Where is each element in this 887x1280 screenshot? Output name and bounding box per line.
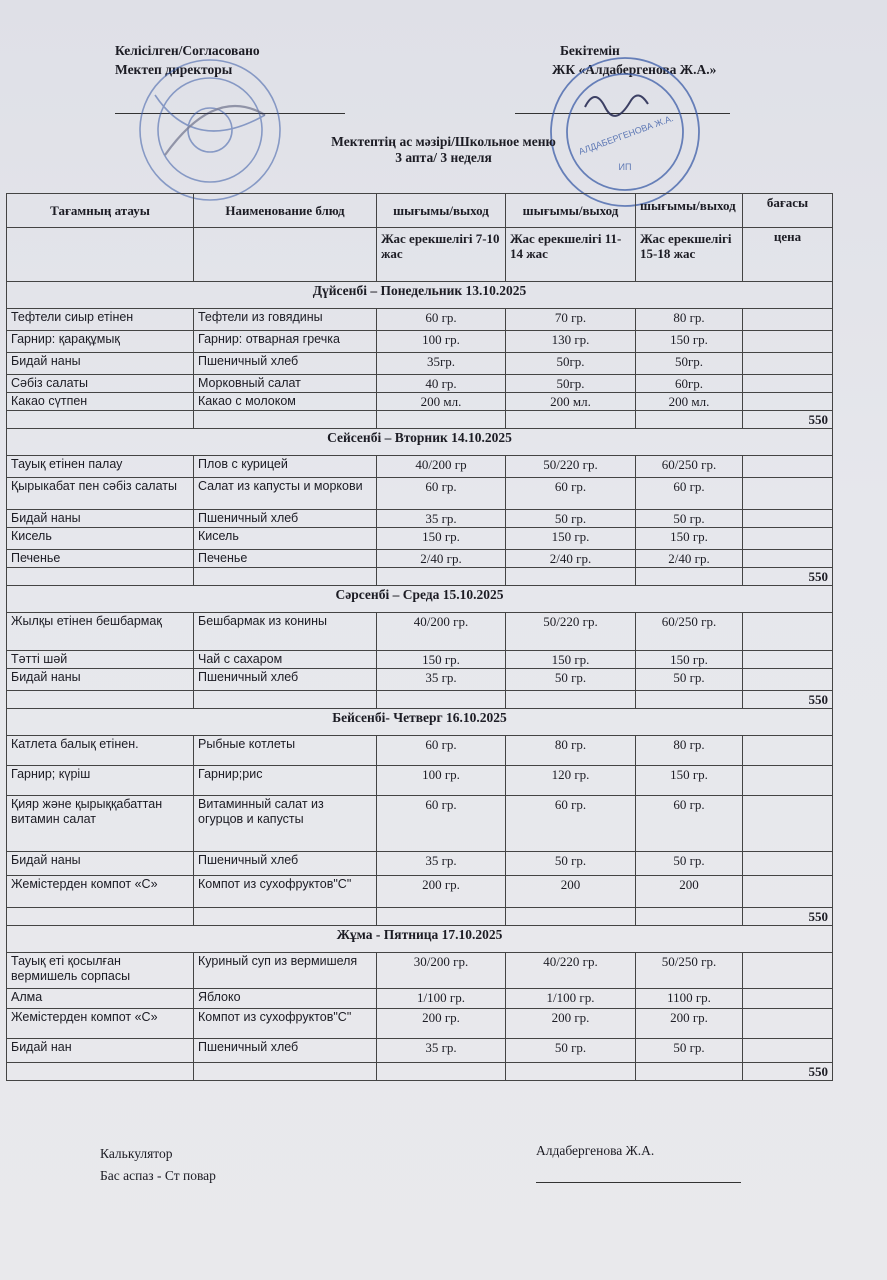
portion-11-14: 1/100 гр. xyxy=(506,989,636,1009)
portion-7-10: 60 гр. xyxy=(377,796,506,852)
footer-signature-line xyxy=(536,1182,741,1183)
total-empty-cell xyxy=(506,691,636,709)
dish-name-ru: Бешбармак из конины xyxy=(194,613,377,651)
menu-row xyxy=(7,510,833,528)
day-header-row xyxy=(7,429,833,456)
day-total-price: 550 xyxy=(743,908,833,926)
portion-15-18: 60 гр. xyxy=(636,796,743,852)
portion-7-10: 60 гр. xyxy=(377,736,506,766)
menu-row xyxy=(7,876,833,908)
portion-11-14: 200 гр. xyxy=(506,1009,636,1039)
day-total-row xyxy=(7,691,833,709)
portion-15-18: 2/40 гр. xyxy=(636,550,743,568)
total-empty-cell xyxy=(377,691,506,709)
portion-7-10: 2/40 гр. xyxy=(377,550,506,568)
menu-row xyxy=(7,613,833,651)
menu-row xyxy=(7,478,833,510)
menu-row xyxy=(7,1039,833,1063)
dish-name-kz: Кисель xyxy=(7,528,194,550)
day-total-price: 550 xyxy=(743,411,833,429)
dish-name-kz: Жемістерден компот «С» xyxy=(7,1009,194,1039)
total-empty-cell xyxy=(636,1063,743,1081)
price-cell xyxy=(743,510,833,528)
menu-row xyxy=(7,852,833,876)
price-cell xyxy=(743,393,833,411)
day-total-row xyxy=(7,411,833,429)
total-empty-cell xyxy=(377,411,506,429)
dish-name-ru: Компот из сухофруктов"С" xyxy=(194,876,377,908)
day-title: Жұма - Пятница 17.10.2025 xyxy=(7,926,833,953)
portion-7-10: 60 гр. xyxy=(377,309,506,331)
price-cell xyxy=(743,1039,833,1063)
day-header-row xyxy=(7,709,833,736)
price-cell xyxy=(743,669,833,691)
menu-row xyxy=(7,456,833,478)
portion-15-18: 150 гр. xyxy=(636,651,743,669)
stamp-ip-text: ИП xyxy=(618,162,632,172)
total-empty-cell xyxy=(377,908,506,926)
price-cell xyxy=(743,651,833,669)
portion-7-10: 60 гр. xyxy=(377,478,506,510)
column-header-output-3: шығымы/выход xyxy=(636,194,743,228)
approval-right-title: Бекітемін xyxy=(560,43,620,58)
signature-scribble xyxy=(585,95,648,115)
dish-name-kz: Тефтели сиыр етінен xyxy=(7,309,194,331)
portion-15-18: 60/250 гр. xyxy=(636,613,743,651)
dish-name-kz: Гарнир: қарақұмық xyxy=(7,331,194,353)
total-empty-cell xyxy=(636,568,743,586)
dish-name-kz: Жемістерден компот «С» xyxy=(7,876,194,908)
dish-name-ru: Рыбные котлеты xyxy=(194,736,377,766)
price-cell xyxy=(743,331,833,353)
price-cell xyxy=(743,613,833,651)
dish-name-ru: Яблоко xyxy=(194,989,377,1009)
dish-name-ru: Пшеничный хлеб xyxy=(194,510,377,528)
day-title: Бейсенбі- Четверг 16.10.2025 xyxy=(7,709,833,736)
ip-stamp-icon xyxy=(545,52,705,212)
dish-name-ru: Пшеничный хлеб xyxy=(194,1039,377,1063)
day-header-row xyxy=(7,586,833,613)
menu-row xyxy=(7,528,833,550)
dish-name-kz: Сәбіз салаты xyxy=(7,375,194,393)
table-header-row xyxy=(7,194,833,228)
portion-11-14: 2/40 гр. xyxy=(506,550,636,568)
portion-15-18: 80 гр. xyxy=(636,736,743,766)
portion-15-18: 200 гр. xyxy=(636,1009,743,1039)
day-total-row xyxy=(7,908,833,926)
portion-15-18: 200 xyxy=(636,876,743,908)
portion-15-18: 50 гр. xyxy=(636,1039,743,1063)
total-empty-cell xyxy=(194,1063,377,1081)
menu-row xyxy=(7,953,833,989)
portion-7-10: 200 мл. xyxy=(377,393,506,411)
day-total-row xyxy=(7,1063,833,1081)
price-cell xyxy=(743,478,833,510)
menu-row xyxy=(7,393,833,411)
portion-11-14: 130 гр. xyxy=(506,331,636,353)
menu-row xyxy=(7,353,833,375)
portion-15-18: 150 гр. xyxy=(636,528,743,550)
portion-15-18: 50 гр. xyxy=(636,510,743,528)
dish-name-ru: Гарнир;рис xyxy=(194,766,377,796)
column-header-output-2: шығымы/выход xyxy=(506,194,636,228)
menu-title: Мектептің ас мәзірі/Школьное меню xyxy=(331,134,556,149)
dish-name-kz: Бидай наны xyxy=(7,852,194,876)
menu-row xyxy=(7,375,833,393)
portion-11-14: 80 гр. xyxy=(506,736,636,766)
price-cell xyxy=(743,953,833,989)
portion-11-14: 150 гр. xyxy=(506,528,636,550)
menu-week: 3 апта/ 3 неделя xyxy=(395,150,492,165)
dish-name-ru: Пшеничный хлеб xyxy=(194,852,377,876)
day-total-price: 550 xyxy=(743,568,833,586)
approval-left-title: Келісілген/Согласовано xyxy=(115,43,260,58)
portion-11-14: 70 гр. xyxy=(506,309,636,331)
price-cell xyxy=(743,989,833,1009)
menu-table xyxy=(6,193,833,1081)
total-empty-cell xyxy=(636,908,743,926)
price-cell xyxy=(743,736,833,766)
portion-15-18: 60/250 гр. xyxy=(636,456,743,478)
portion-11-14: 50/220 гр. xyxy=(506,456,636,478)
menu-row xyxy=(7,651,833,669)
price-cell xyxy=(743,876,833,908)
dish-name-ru: Чай с сахаром xyxy=(194,651,377,669)
portion-11-14: 200 мл. xyxy=(506,393,636,411)
portion-7-10: 35 гр. xyxy=(377,852,506,876)
portion-11-14: 60 гр. xyxy=(506,478,636,510)
column-header-kz-name: Тағамның атауы xyxy=(7,194,194,228)
portion-7-10: 200 гр. xyxy=(377,876,506,908)
portion-7-10: 40/200 гр. xyxy=(377,613,506,651)
footer-chef-label: Бас аспаз - Ст повар xyxy=(100,1168,216,1183)
day-total-row xyxy=(7,568,833,586)
total-empty-cell xyxy=(194,568,377,586)
total-empty-cell xyxy=(7,908,194,926)
dish-name-ru: Куриный суп из вермишеля xyxy=(194,953,377,989)
dish-name-ru: Витаминный салат из огурцов и капусты xyxy=(194,796,377,852)
column-header-output-1: шығымы/выход xyxy=(377,194,506,228)
portion-7-10: 40 гр. xyxy=(377,375,506,393)
dish-name-kz: Тауық еті қосылған вермишель сорпасы xyxy=(7,953,194,989)
portion-15-18: 50гр. xyxy=(636,353,743,375)
portion-11-14: 50 гр. xyxy=(506,669,636,691)
dish-name-kz: Қырыкабат пен сәбіз салаты xyxy=(7,478,194,510)
dish-name-kz: Алма xyxy=(7,989,194,1009)
dish-name-ru: Какао с молоком xyxy=(194,393,377,411)
portion-7-10: 1/100 гр. xyxy=(377,989,506,1009)
approval-right-subtitle: ЖК «Алдабергенова Ж.А.» xyxy=(552,62,717,77)
dish-name-ru: Печенье xyxy=(194,550,377,568)
total-empty-cell xyxy=(377,568,506,586)
table-subheader-row xyxy=(7,228,833,282)
price-cell xyxy=(743,550,833,568)
portion-11-14: 120 гр. xyxy=(506,766,636,796)
total-empty-cell xyxy=(194,691,377,709)
dish-name-kz: Жылқы етінен бешбармақ xyxy=(7,613,194,651)
total-empty-cell xyxy=(7,568,194,586)
portion-15-18: 50 гр. xyxy=(636,852,743,876)
total-empty-cell xyxy=(636,411,743,429)
dish-name-kz: Какао сүтпен xyxy=(7,393,194,411)
subheader-empty xyxy=(194,228,377,282)
portion-15-18: 60гр. xyxy=(636,375,743,393)
dish-name-ru: Салат из капусты и моркови xyxy=(194,478,377,510)
portion-11-14: 50гр. xyxy=(506,375,636,393)
menu-row xyxy=(7,989,833,1009)
total-empty-cell xyxy=(7,1063,194,1081)
portion-7-10: 30/200 гр. xyxy=(377,953,506,989)
day-header-row xyxy=(7,926,833,953)
portion-11-14: 40/220 гр. xyxy=(506,953,636,989)
dish-name-ru: Пшеничный хлеб xyxy=(194,669,377,691)
dish-name-ru: Компот из сухофруктов"С" xyxy=(194,1009,377,1039)
day-title: Сәрсенбі – Среда 15.10.2025 xyxy=(7,586,833,613)
day-header-row xyxy=(7,282,833,309)
day-total-price: 550 xyxy=(743,691,833,709)
portion-11-14: 50 гр. xyxy=(506,852,636,876)
dish-name-kz: Қияр және қырыққабаттан витамин салат xyxy=(7,796,194,852)
portion-11-14: 50 гр. xyxy=(506,510,636,528)
dish-name-ru: Пшеничный хлеб xyxy=(194,353,377,375)
menu-row xyxy=(7,669,833,691)
menu-row xyxy=(7,1009,833,1039)
dish-name-kz: Бидай наны xyxy=(7,353,194,375)
age-group-15-18: Жас ерекшелігі 15-18 жас xyxy=(636,228,743,282)
column-header-ru-name: Наименование блюд xyxy=(194,194,377,228)
portion-11-14: 50гр. xyxy=(506,353,636,375)
total-empty-cell xyxy=(506,411,636,429)
dish-name-ru: Плов с курицей xyxy=(194,456,377,478)
portion-11-14: 60 гр. xyxy=(506,796,636,852)
day-title: Сейсенбі – Вторник 14.10.2025 xyxy=(7,429,833,456)
menu-row xyxy=(7,331,833,353)
portion-7-10: 35гр. xyxy=(377,353,506,375)
price-cell xyxy=(743,796,833,852)
price-cell xyxy=(743,456,833,478)
dish-name-ru: Кисель xyxy=(194,528,377,550)
menu-row xyxy=(7,309,833,331)
total-empty-cell xyxy=(506,1063,636,1081)
day-title: Дүйсенбі – Понедельник 13.10.2025 xyxy=(7,282,833,309)
portion-15-18: 200 мл. xyxy=(636,393,743,411)
dish-name-kz: Бидай наны xyxy=(7,669,194,691)
total-empty-cell xyxy=(7,411,194,429)
price-cell xyxy=(743,766,833,796)
menu-row xyxy=(7,796,833,852)
footer-calculator-label: Калькулятор xyxy=(100,1146,173,1161)
portion-15-18: 50/250 гр. xyxy=(636,953,743,989)
price-cell xyxy=(743,528,833,550)
portion-7-10: 100 гр. xyxy=(377,331,506,353)
portion-7-10: 150 гр. xyxy=(377,528,506,550)
price-cell xyxy=(743,1009,833,1039)
dish-name-kz: Тауық етінен палау xyxy=(7,456,194,478)
total-empty-cell xyxy=(636,691,743,709)
school-stamp-icon xyxy=(125,55,300,205)
footer-signer-name: Алдабергенова Ж.А. xyxy=(536,1143,655,1158)
portion-15-18: 80 гр. xyxy=(636,309,743,331)
price-cell xyxy=(743,309,833,331)
total-empty-cell xyxy=(506,568,636,586)
portion-15-18: 50 гр. xyxy=(636,669,743,691)
dish-name-kz: Катлета балық етінен. xyxy=(7,736,194,766)
total-empty-cell xyxy=(7,691,194,709)
portion-7-10: 150 гр. xyxy=(377,651,506,669)
price-cell xyxy=(743,353,833,375)
dish-name-kz: Бидай наны xyxy=(7,510,194,528)
menu-row xyxy=(7,736,833,766)
dish-name-ru: Морковный салат xyxy=(194,375,377,393)
dish-name-ru: Гарнир: отварная гречка xyxy=(194,331,377,353)
menu-row xyxy=(7,550,833,568)
portion-11-14: 150 гр. xyxy=(506,651,636,669)
approval-left-subtitle: Мектеп директоры xyxy=(115,62,233,77)
portion-7-10: 200 гр. xyxy=(377,1009,506,1039)
portion-15-18: 150 гр. xyxy=(636,766,743,796)
total-empty-cell xyxy=(194,411,377,429)
portion-7-10: 35 гр. xyxy=(377,1039,506,1063)
total-empty-cell xyxy=(377,1063,506,1081)
total-empty-cell xyxy=(506,908,636,926)
price-header-ru: цена xyxy=(743,228,833,282)
column-header-price: бағасы xyxy=(743,194,833,228)
age-group-11-14: Жас ерекшелігі 11-14 жас xyxy=(506,228,636,282)
portion-15-18: 150 гр. xyxy=(636,331,743,353)
menu-row xyxy=(7,766,833,796)
total-empty-cell xyxy=(194,908,377,926)
dish-name-kz: Бидай нан xyxy=(7,1039,194,1063)
portion-11-14: 50/220 гр. xyxy=(506,613,636,651)
stamp-name-text: АЛДАБЕРГЕНОВА Ж.А. xyxy=(577,113,675,157)
age-group-7-10: Жас ерекшелігі 7-10 жас xyxy=(377,228,506,282)
portion-7-10: 40/200 гр xyxy=(377,456,506,478)
subheader-empty xyxy=(7,228,194,282)
dish-name-ru: Тефтели из говядины xyxy=(194,309,377,331)
portion-11-14: 200 xyxy=(506,876,636,908)
price-cell xyxy=(743,852,833,876)
portion-15-18: 1100 гр. xyxy=(636,989,743,1009)
portion-15-18: 60 гр. xyxy=(636,478,743,510)
portion-11-14: 50 гр. xyxy=(506,1039,636,1063)
portion-7-10: 35 гр. xyxy=(377,669,506,691)
dish-name-kz: Тәтті шәй xyxy=(7,651,194,669)
price-cell xyxy=(743,375,833,393)
portion-7-10: 35 гр. xyxy=(377,510,506,528)
day-total-price: 550 xyxy=(743,1063,833,1081)
portion-7-10: 100 гр. xyxy=(377,766,506,796)
dish-name-kz: Гарнир; күріш xyxy=(7,766,194,796)
dish-name-kz: Печенье xyxy=(7,550,194,568)
